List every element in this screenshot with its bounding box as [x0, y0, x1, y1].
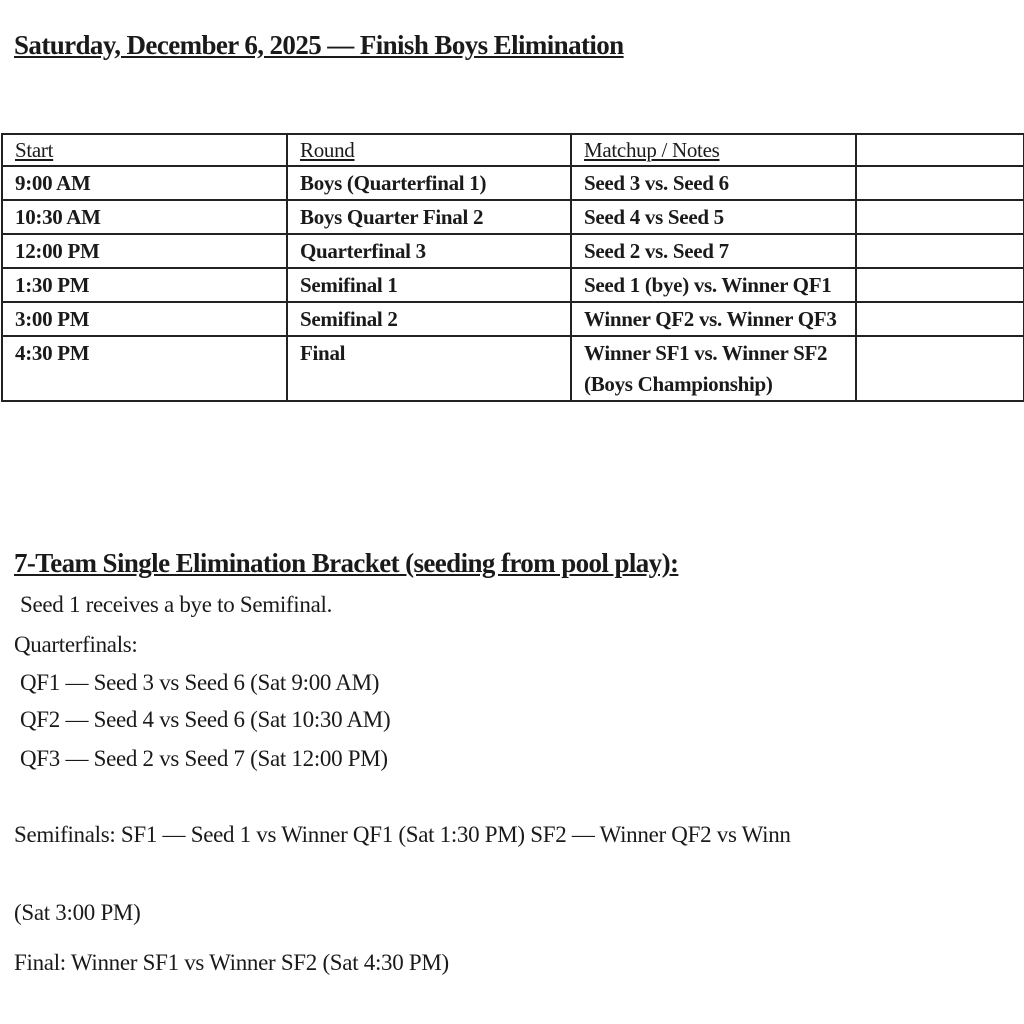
bracket-heading: 7-Team Single Elimination Bracket (seeding from pool play): [14, 548, 679, 578]
cell-round: Semifinal 2 [287, 302, 571, 336]
table-row [2, 200, 1024, 234]
cell-matchup: Seed 1 (bye) vs. Winner QF1 [571, 268, 856, 302]
cell-start: 9:00 AM [2, 166, 287, 200]
quarterfinals-label: Quarterfinals: [14, 632, 138, 657]
cell-start: 12:00 PM [2, 234, 287, 268]
cell-empty [856, 268, 1024, 302]
cell-matchup: Seed 4 vs Seed 5 [571, 200, 856, 234]
page-title: Saturday, December 6, 2025 — Finish Boys Elimination [14, 30, 624, 60]
cell-matchup: Seed 3 vs. Seed 6 [571, 166, 856, 200]
cell-empty [856, 234, 1024, 268]
qf3-line: QF3 — Seed 2 vs Seed 7 (Sat 12:00 PM) [20, 746, 388, 771]
header-empty [856, 134, 1024, 166]
cell-start: 10:30 AM [2, 200, 287, 234]
schedule-table [1, 133, 1024, 402]
table-row [2, 268, 1024, 302]
cell-round: Quarterfinal 3 [287, 234, 571, 268]
final-line: Final: Winner SF1 vs Winner SF2 (Sat 4:30 PM) [14, 950, 449, 975]
cell-round: Boys (Quarterfinal 1) [287, 166, 571, 200]
cell-start: 4:30 PM [2, 336, 287, 401]
cell-empty [856, 336, 1024, 401]
bye-note: Seed 1 receives a bye to Semifinal. [20, 592, 333, 617]
header-start: Start [15, 138, 54, 162]
cell-empty [856, 166, 1024, 200]
cell-matchup: Winner QF2 vs. Winner QF3 [571, 302, 856, 336]
qf2-line: QF2 — Seed 4 vs Seed 6 (Sat 10:30 AM) [20, 707, 391, 732]
cell-start: 3:00 PM [2, 302, 287, 336]
cell-empty [856, 302, 1024, 336]
cell-round: Final [287, 336, 571, 401]
cell-start: 1:30 PM [2, 268, 287, 302]
cell-matchup: Winner SF1 vs. Winner SF2 (Boys Championship) [571, 336, 856, 401]
semifinals-line: Semifinals: SF1 — Seed 1 vs Winner QF1 (Sat 1:30 PM) SF2 — Winner QF2 vs Winn [14, 822, 791, 847]
cell-round: Semifinal 1 [287, 268, 571, 302]
semifinals-line-2: (Sat 3:00 PM) [14, 900, 141, 925]
table-row [2, 166, 1024, 200]
table-row [2, 336, 1024, 401]
cell-round: Boys Quarter Final 2 [287, 200, 571, 234]
header-matchup: Matchup / Notes [584, 138, 720, 162]
table-row [2, 234, 1024, 268]
table-header-row [2, 134, 1024, 166]
cell-matchup: Seed 2 vs. Seed 7 [571, 234, 856, 268]
cell-empty [856, 200, 1024, 234]
table-row [2, 302, 1024, 336]
header-round: Round [300, 138, 355, 162]
qf1-line: QF1 — Seed 3 vs Seed 6 (Sat 9:00 AM) [20, 670, 380, 695]
